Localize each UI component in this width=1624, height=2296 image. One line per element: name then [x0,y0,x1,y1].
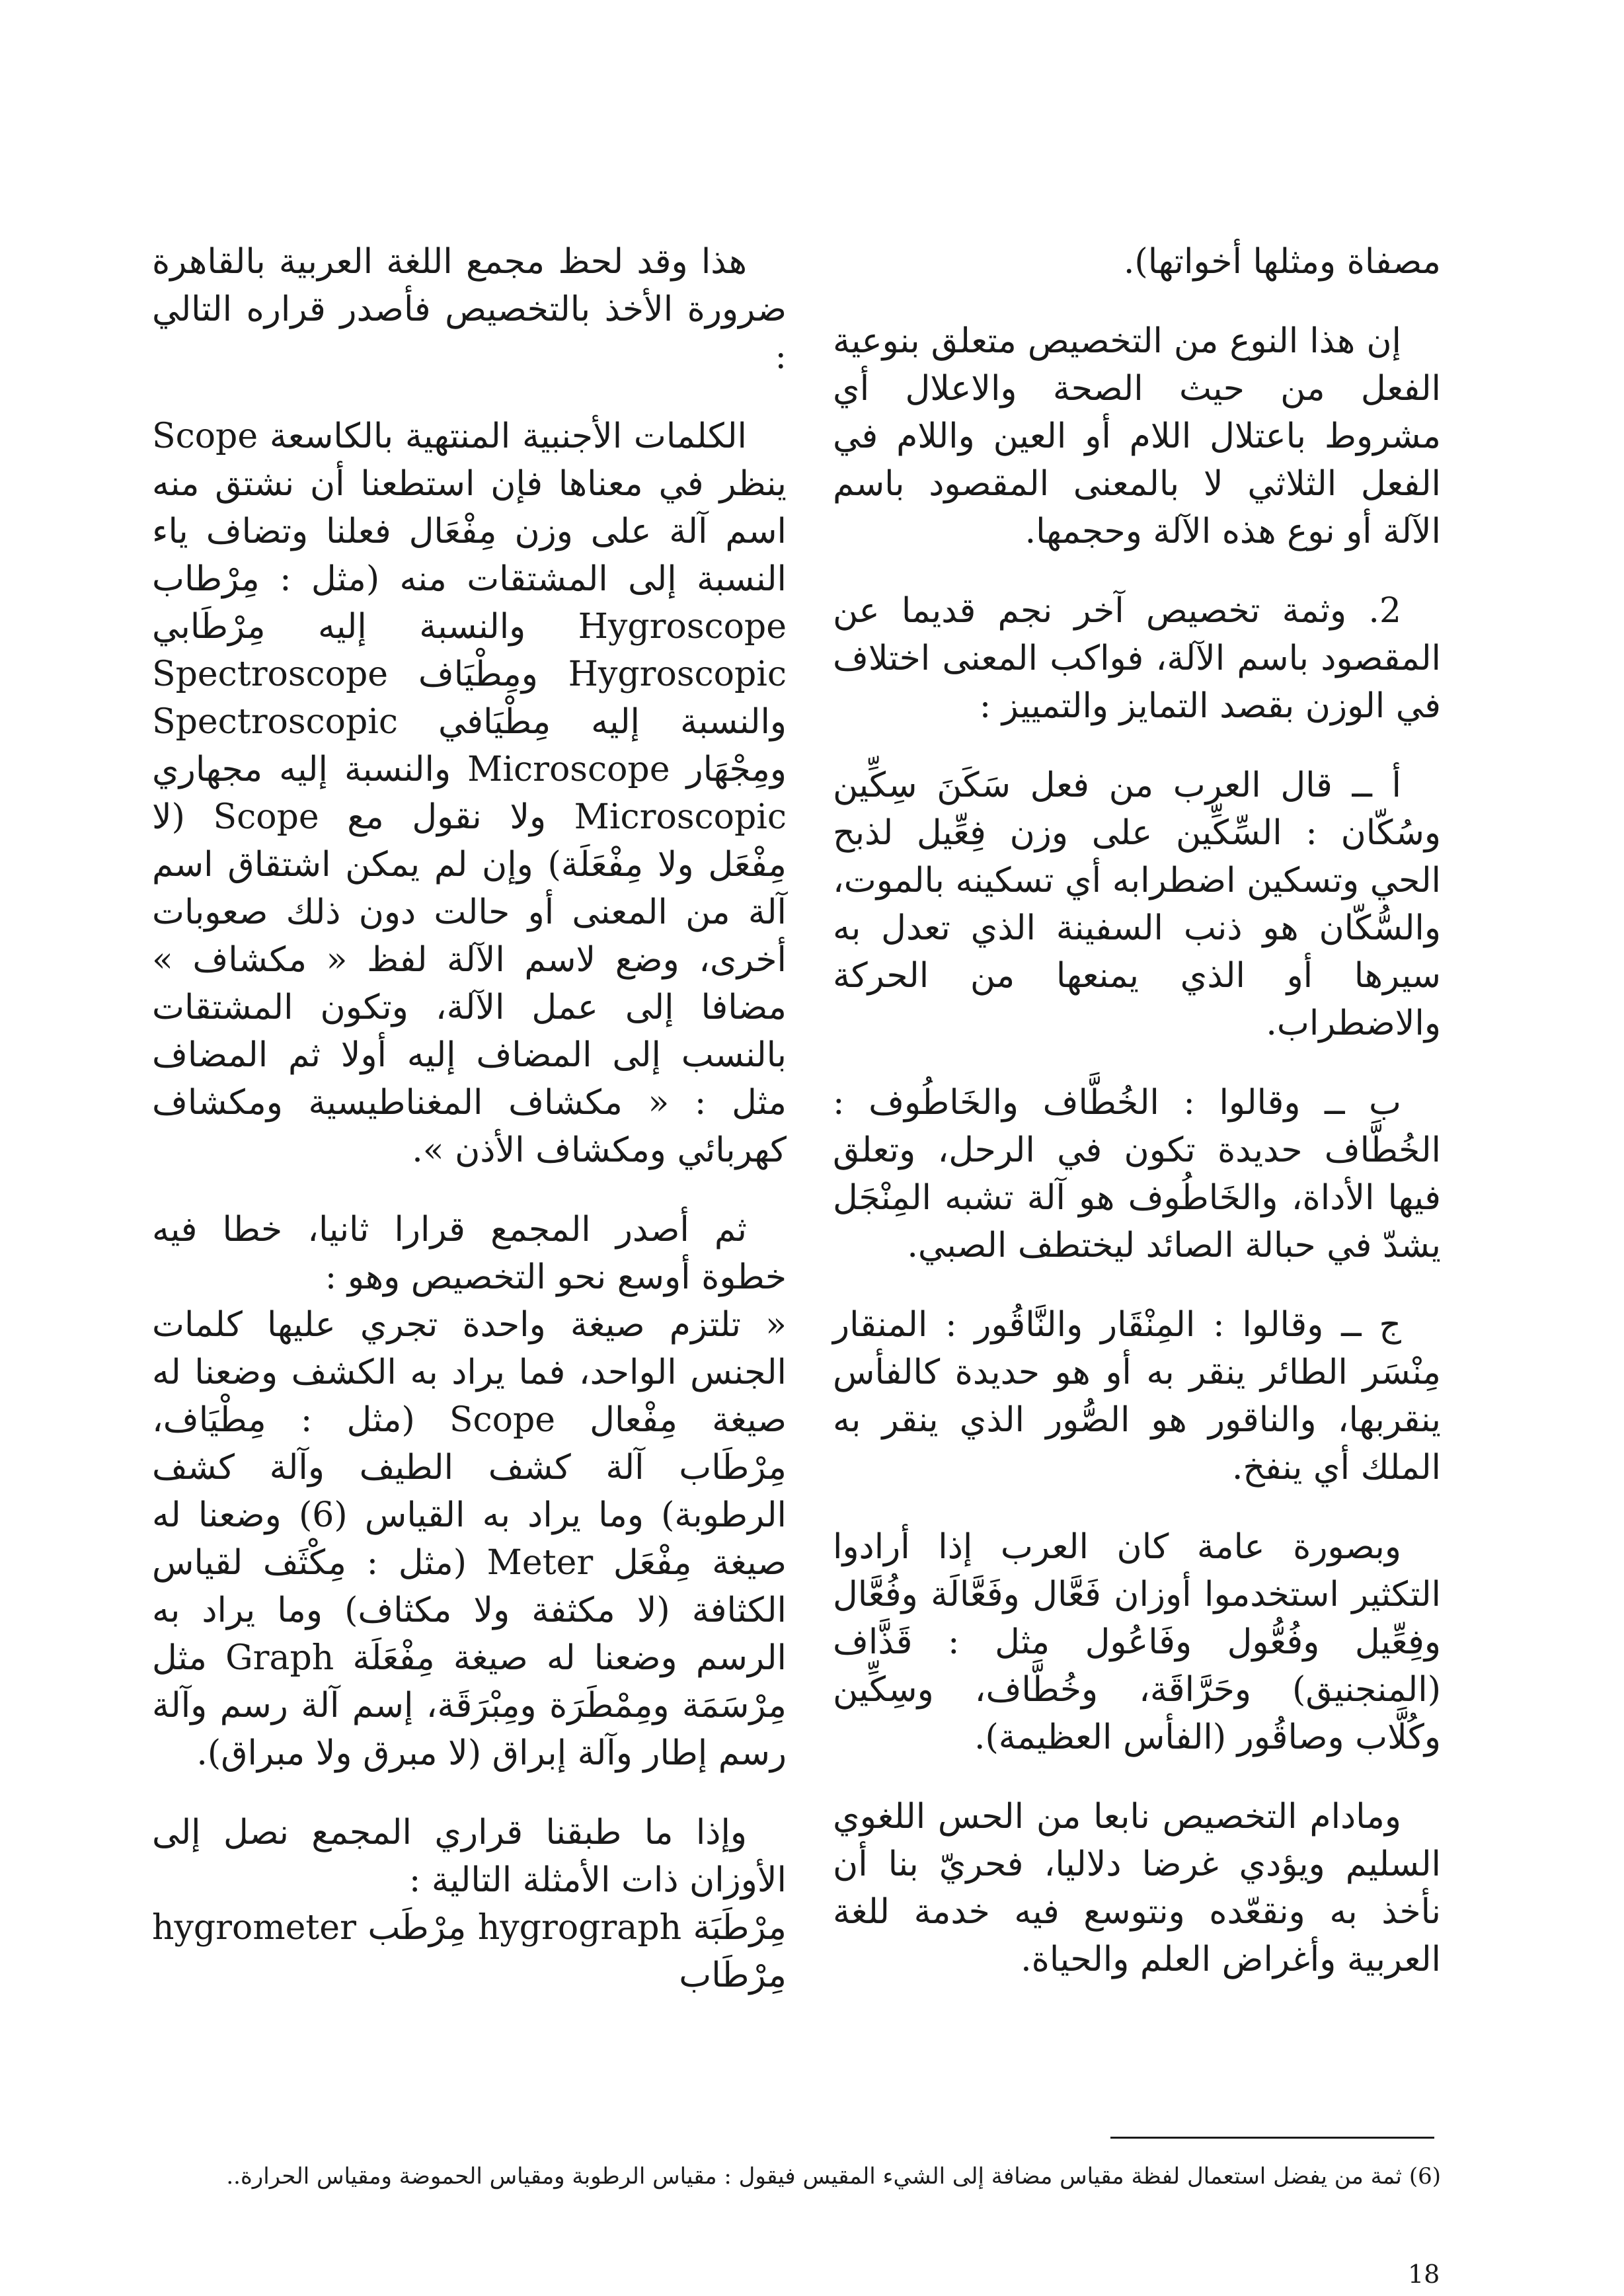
paragraph: أ ــ قال العرب من فعل سَكَنَ سِكِّين وسُكّان : السِّكِّين على وزن فِعِّيل لذبح الحي وتسكين اضطرابه أي تسكينه بالموت، والسُّكّان هو ذنب السفينة الذي تعدل به سيرها أو الذي يمنعها من الحركة والاضطراب. [833,766,1441,1043]
left-text-column [152,238,787,2031]
paragraph: ب ــ وقالوا : الخُطَّاف والخَاطُوف : الخُطَّاف حديدة تكون في الرحل، وتعلق فيها الأداة، والخَاطُوف هو آلة تشبه المِنْجَل يشدّ في حبالة الصائد ليختطف الصبي. [833,1083,1441,1265]
paragraph: هذا وقد لحظ مجمع اللغة العربية بالقاهرة ضرورة الأخذ بالتخصيص فأصدر قراره التالي : [152,242,787,377]
paragraph: ومادام التخصيص نابعا من الحس اللغوي السليم ويؤدي غرضا دلاليا، فحريّ بنا أن نأخذ به ونقعّده ونتوسع فيه خدمة للغة العربية وأغراض العلم والحياة. [833,1797,1441,1979]
right-text-column [833,238,1441,2015]
footnote: (6) ثمة من يفضل استعمال لفظة مقياس مضافة إلى الشيء المقيس فيقول : مقياس الرطوبة ومقياس الحموضة ومقياس الحرارة.. [226,2163,1441,2190]
paragraph: ثم أصدر المجمع قرارا ثانيا، خطا فيه خطوة أوسع نحو التخصيص وهو : [152,1210,787,1297]
paragraph: وبصورة عامة كان العرب إذا أرادوا التكثير استخدموا أوزان فَعَّال وفَعَّالَة وفُعَّال وفِعِّيل وفُعُّول وفَاعُول مثل : قَذَّاف (المنجنيق) وحَرَّاقَة، وخُطَّاف، وسِكِّين وكُلَّاب وصاقُور (الفأس العظيمة). [833,1527,1442,1757]
footnote-divider [1110,2137,1434,2139]
paragraph: الكلمات الأجنبية المنتهية بالكاسعة Scope ينظر في معناها فإن استطعنا أن نشتق منه اسم آلة على وزن مِفْعَال فعلنا وتضاف ياء النسبة إلى المشتقات منه (مثل : مِرْطاب Hygroscope والنسبة إليه مِرْطَابي Hygroscopic ومِطْيَاف Spectroscope والنسبة إليه مِطْيَافي Spectroscopic ومِجْهَار Microscope والنسبة إليه مجهاري Microscopic ولا نقول مع Scope (لا مِفْعَل ولا مِفْعَلَة) وإن لم يمكن اشتقاق اسم آلة من المعنى أو حالت دون ذلك صعوبات أخرى، وضع لاسم الآلة لفظ « مكشاف » مضافا إلى عمل الآلة، وتكون المشتقات بالنسب إلى المضاف إليه أولا ثم المضاف مثل : « مكشاف المغناطيسية ومكشاف كهربائي ومكشاف الأذن ». [152,416,787,1170]
page-number: 18 [1408,2260,1440,2289]
paragraph: ج ــ وقالوا : المِنْقَار والنَّاقُور : المنقار مِنْسَر الطائر ينقر به أو هو حديدة كالفأس ينقربها، والناقور هو الصُّور الذي ينقر به الملك أي ينفخ. [833,1305,1441,1487]
paragraph: « تلتزم صيغة واحدة تجري عليها كلمات الجنس الواحد، فما يراد به الكشف وضعنا له صيغة مِفْعال Scope (مثل : مِطْيَاف، مِرْطَاب آلة كشف الطيف وآلة كشف الرطوبة) وما يراد به القياس (6) وضعنا له صيغة مِفْعَل Meter (مثل : مِكْثَف لقياس الكثافة (لا مكثفة ولا مكثاف) وما يراد به الرسم وضعنا له صيغة مِفْعَلَة Graph مثل مِرْسَمَة ومِمْطَرَة ومِبْرَقَة، إسم آلة رسم وآلة رسم إطار وآلة إبراق (لا مبرق ولا مبراق). [152,1305,787,1773]
paragraph: مصفاة ومثلها أخواتها). [1123,242,1441,282]
paragraph: مِرْطَبَة hygrograph مِرْطَب hygrometer مِرْطَاب [152,1908,787,1995]
paragraph: 2. وثمة تخصيص آخر نجم قديما عن المقصود باسم الآلة، فواكب المعنى اختلاف في الوزن بقصد التمايز والتمييز : [833,591,1441,726]
paragraph: وإذا ما طبقنا قراري المجمع نصل إلى الأوزان ذات الأمثلة التالية : [152,1813,787,1900]
paragraph: إن هذا النوع من التخصيص متعلق بنوعية الفعل من حيث الصحة والاعلال أي مشروط باعتلال اللام أو العين واللام في الفعل الثلاثي لا بالمعنى المقصود باسم الآلة أو نوع هذه الآلة وحجمها. [833,321,1441,551]
